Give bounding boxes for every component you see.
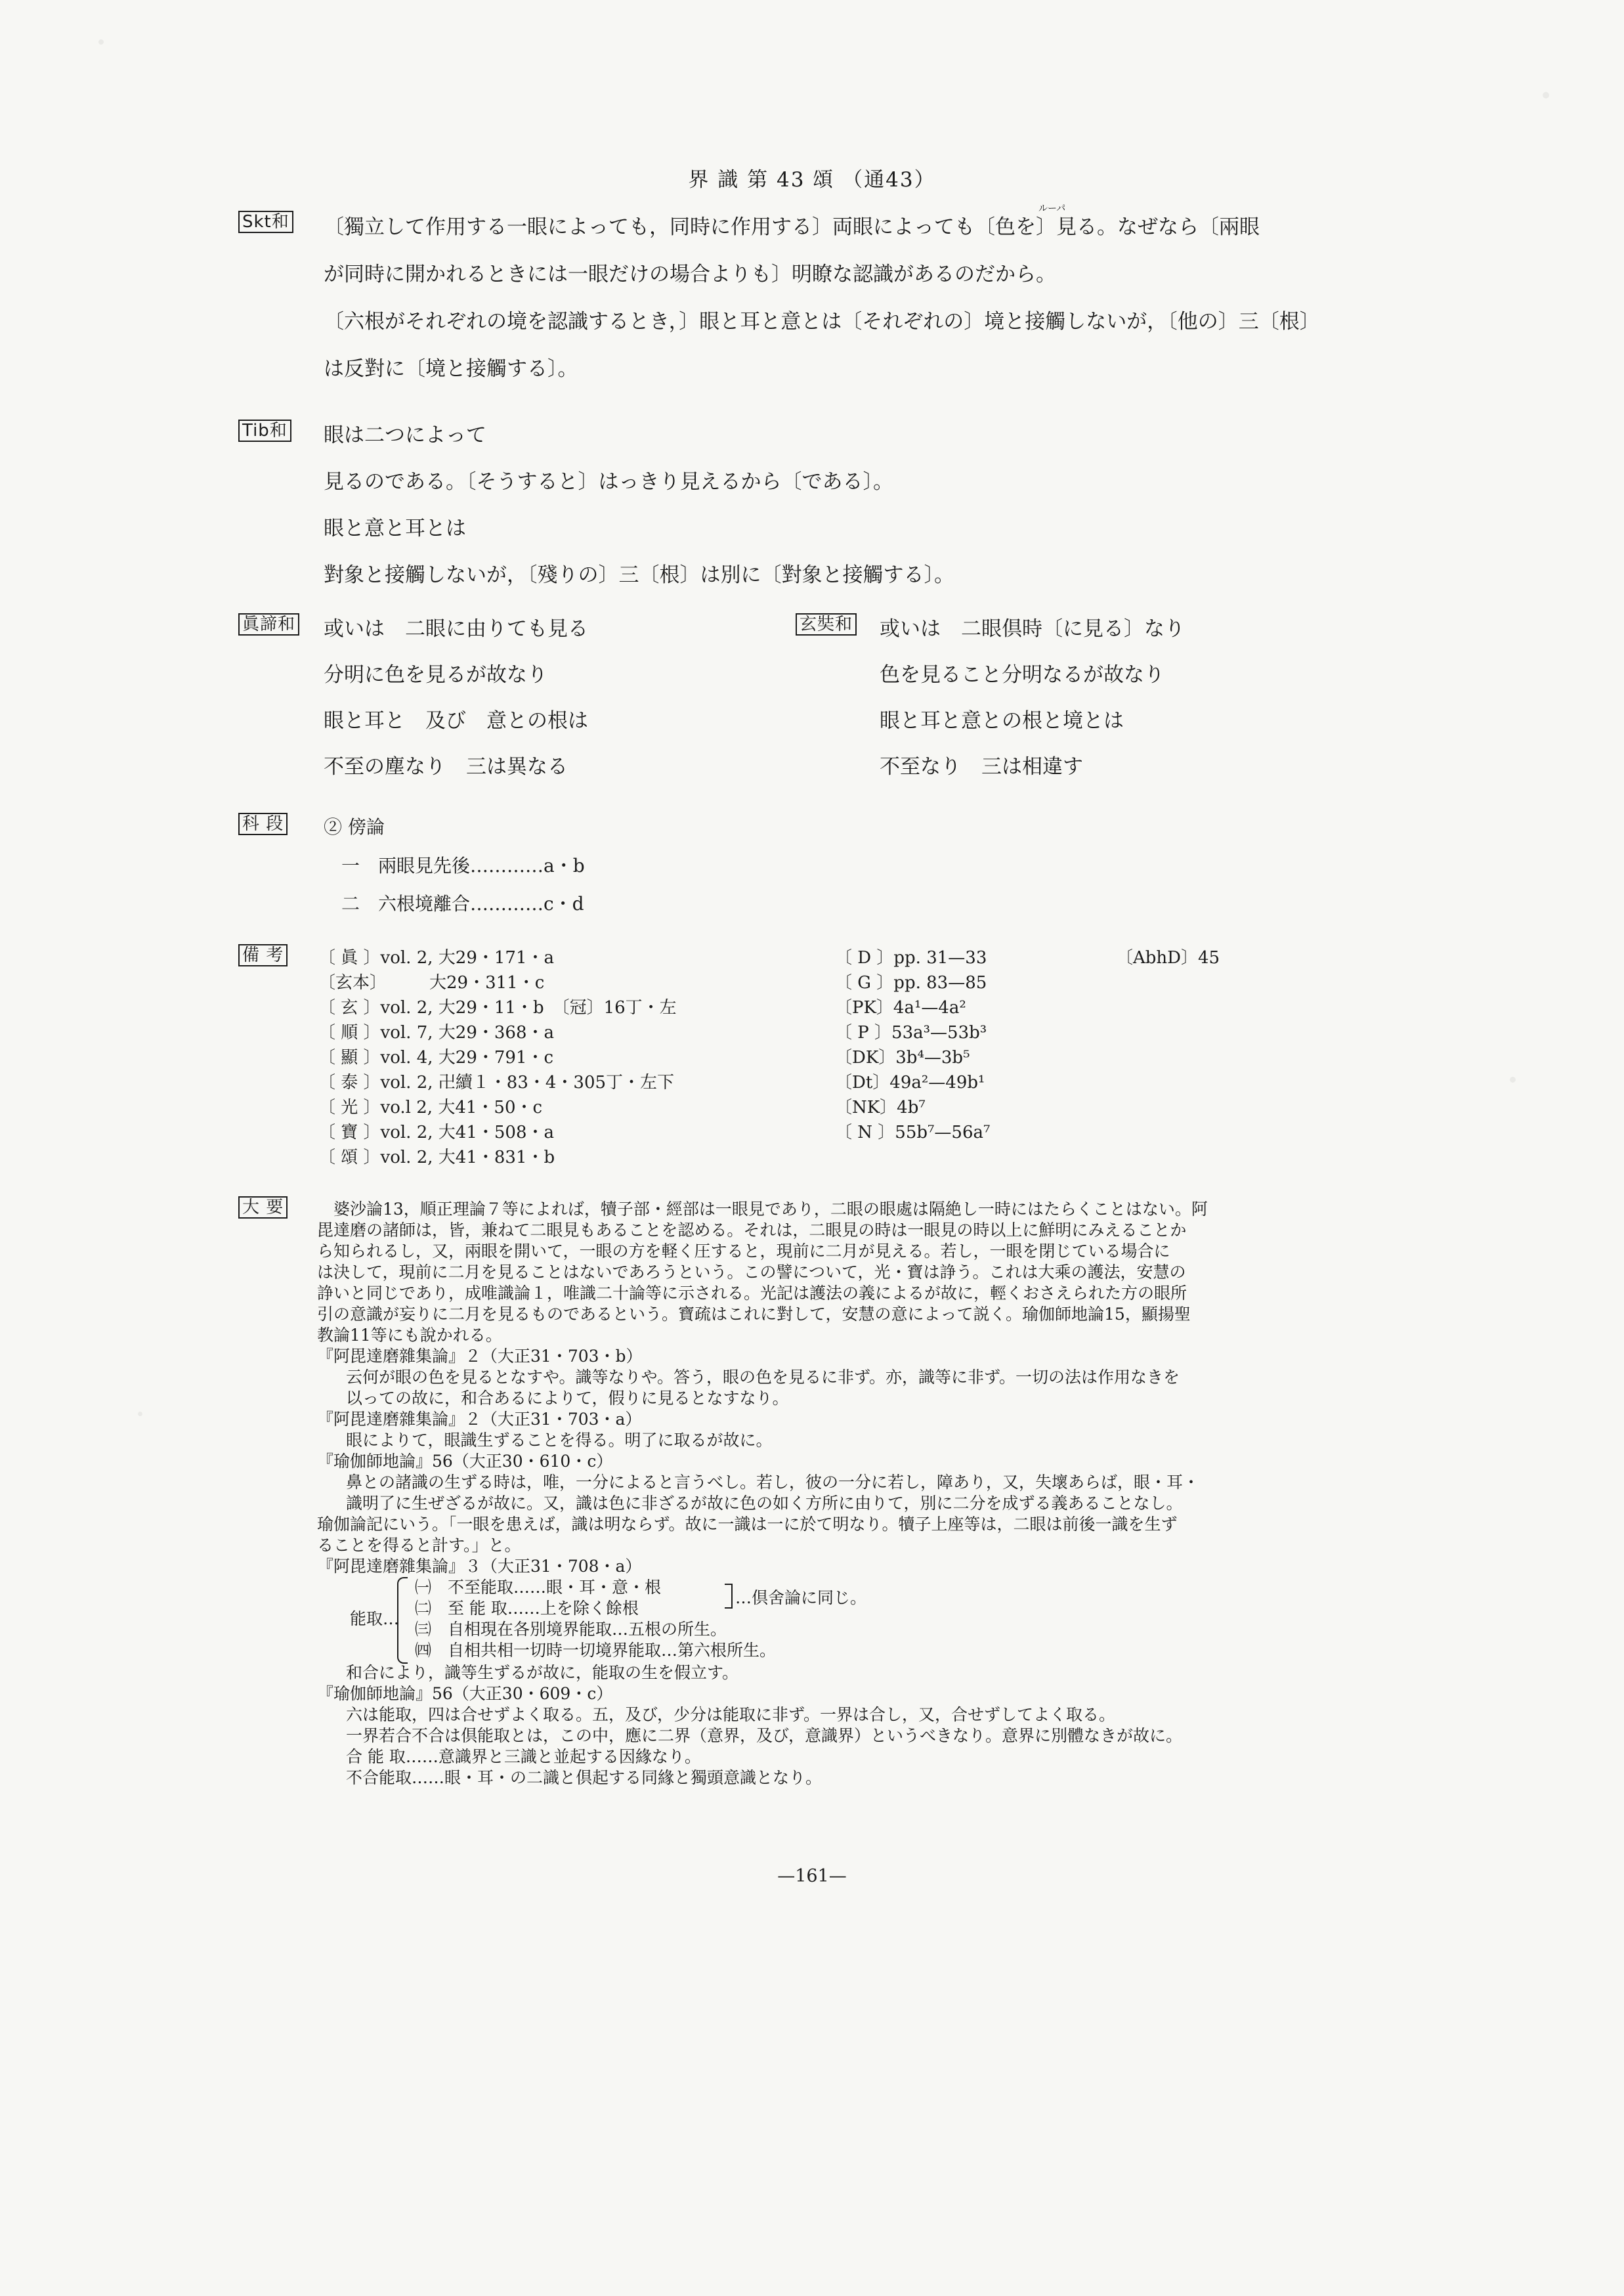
kusha-note: …倶舍論に同じ。 (735, 1588, 867, 1607)
skt-line: 〔六根がそれぞれの境を認識するとき，〕眼と耳と意とは〔それぞれの〕境と接觸しないが，〔他の〕三〔根〕 (324, 310, 1320, 334)
kadan-item: 二 六根境離合…………c・d (341, 893, 584, 915)
scan-speck (1543, 92, 1549, 98)
taiyo-line: 婆沙論13，順正理論７等によれば，犢子部・經部は一眼見であり，二眼の眼處は隔絶し一時にはたらくことはない。阿 (317, 1200, 1208, 1219)
shindai-line: 不至の塵なり 三は異なる (324, 755, 568, 779)
biko-tib-ref: 〔PK〕4a¹—4a² (835, 998, 966, 1018)
citation-text: 一界若合不合は倶能取とは，この中，應に二界（意界，及び，意識界）というべきなり。意界に別體なきが故に。 (346, 1726, 1183, 1745)
citation-text: 合 能 取……意識界と三識と並起する因緣なり。 (346, 1747, 701, 1766)
genjo-label: 玄奘和 (796, 613, 857, 636)
biko-ref: 〔 眞 〕vol. 2, 大29・171・a (318, 948, 554, 968)
skt-line: は反對に〔境と接觸する〕。 (324, 357, 578, 381)
noshu-item: ㈡ 至 能 取……上を除く餘根 (415, 1599, 639, 1618)
taiyo-line: 引の意識が妄りに二月を見るものであるという。寶疏はこれに對して，安慧の意によって説く。瑜伽師地論15，顯揚聖 (317, 1305, 1191, 1324)
noshu-item: ㈣ 自相共相一切時一切境界能取…第六根所生。 (415, 1641, 777, 1660)
shindai-line: 分明に色を見るが故なり (324, 663, 547, 687)
verse-title: 界 識 第 43 頌 （通43） (688, 168, 936, 192)
biko-ref: 〔 玄 〕vol. 2, 大29・11・b 〔冠〕16丁・左 (318, 998, 677, 1018)
skt-line: 〔獨立して作用する一眼によっても，同時に作用する〕両眼によっても〔色を〕見る。なぜなら〔兩眼 (324, 215, 1260, 239)
taiyo-line: ら知られるし，又，兩眼を開いて，一眼の方を軽く圧すると，現前に二月が見える。若し，一眼を閉じている場合に (317, 1242, 1170, 1261)
citation: 『瑜伽師地論』56（大正30・609・c） (317, 1684, 613, 1703)
taiyo-line: 諍いと同じであり，成唯識論１，唯識二十論等に示される。光記は護法の義によるが故に，輕くおさえられた方の眼所 (317, 1284, 1187, 1303)
biko-tib-ref: 〔 G 〕pp. 83—85 (835, 973, 987, 993)
brace-right (725, 1584, 733, 1609)
citation-text: 眼によりて，眼識生ずることを得る。明了に取るが故に。 (346, 1431, 773, 1450)
shindai-label: 眞諦和 (238, 613, 299, 636)
skt-label: Skt和 (238, 211, 293, 233)
tib-line: 對象と接觸しないが，〔殘りの〕三〔根〕は別に〔對象と接觸する〕。 (324, 563, 954, 587)
brace-left (397, 1577, 408, 1664)
biko-ref: 〔玄本〕 大29・311・c (318, 973, 545, 993)
yuga-note: ることを得ると計す。」と。 (317, 1536, 521, 1555)
biko-ref: 〔 頌 〕vol. 2, 大41・831・b (318, 1148, 555, 1167)
genjo-line: 色を見ること分明なるが故なり (880, 663, 1165, 687)
page-number: —161— (777, 1866, 847, 1886)
taiyo-line: 毘達磨の諸師は，皆，兼ねて二眼見もあることを認める。それは，二眼見の時は一眼見の時以上に鮮明にみえることか (317, 1221, 1187, 1240)
skt-line: が同時に開かれるときには一眼だけの場合よりも〕明瞭な認識があるのだから。 (324, 263, 1056, 286)
tib-line: 見るのである。〔そうすると〕はっきり見えるから〔である〕。 (324, 470, 893, 494)
scan-speck (1510, 1077, 1516, 1083)
citation: 『阿毘達磨雜集論』２（大正31・703・a） (317, 1410, 642, 1429)
scan-speck (138, 1412, 142, 1416)
tib-label: Tib和 (238, 420, 291, 442)
biko-abhd-ref: 〔AbhD〕45 (1116, 948, 1220, 968)
kadan-head: ② 傍論 (324, 816, 385, 838)
wago-line: 和合により，識等生ずるが故に，能取の生を假立す。 (346, 1663, 739, 1682)
biko-ref: 〔 顯 〕vol. 4, 大29・791・c (318, 1048, 554, 1068)
citation-text: 云何が眼の色を見るとなすや。識等なりや。答う，眼の色を見るに非ず。亦，識等に非ず。一切の法は作用なきを (346, 1368, 1180, 1387)
citation: 『瑜伽師地論』56（大正30・610・c） (317, 1452, 613, 1471)
kadan-item: 一 兩眼見先後…………a・b (341, 855, 585, 877)
citation-text: 以っての故に，和合あるによりて，假りに見るとなすなり。 (346, 1389, 789, 1408)
citation: 『阿毘達磨雜集論』３（大正31・708・a） (317, 1557, 642, 1576)
citation-text: 識明了に生ぜざるが故に。又，識は色に非ざるが故に色の如く方所に由りて，別に二分を成ずる義あることなし。 (346, 1494, 1183, 1513)
noshu-label: 能取… (350, 1609, 400, 1628)
noshu-item: ㈠ 不至能取……眼・耳・意・根 (415, 1578, 662, 1597)
citation-text: 六は能取，四は合せずよく取る。五，及び，少分は能取に非ず。一界は合し，又，合せずしてよく取る。 (346, 1705, 1116, 1724)
citation-text: 不合能取……眼・耳・の二識と倶起する同緣と獨頭意識となり。 (346, 1768, 823, 1787)
taiyo-line: 教論11等にも說かれる。 (317, 1326, 502, 1345)
scan-speck (98, 39, 104, 45)
shindai-line: 或いは 二眼に由りても見る (324, 617, 588, 641)
skt-ruby: ルーパ (1038, 204, 1066, 214)
kadan-label: 科 段 (238, 813, 288, 835)
biko-tib-ref: 〔Dt〕49a²—49b¹ (835, 1073, 985, 1093)
biko-tib-ref: 〔 D 〕pp. 31—33 (835, 948, 987, 968)
biko-ref: 〔 順 〕vol. 7, 大29・368・a (318, 1023, 554, 1043)
tib-line: 眼は二つによって (324, 423, 486, 447)
biko-tib-ref: 〔 P 〕53a³—53b³ (835, 1023, 987, 1043)
biko-ref: 〔 泰 〕vol. 2, 卍續１・83・4・305丁・左下 (318, 1073, 675, 1093)
noshu-item: ㈢ 自相現在各別境界能取…五根の所生。 (415, 1620, 727, 1639)
genjo-line: 或いは 二眼倶時〔に見る〕なり (880, 617, 1185, 641)
genjo-line: 眼と耳と意との根と境とは (880, 709, 1124, 733)
biko-label: 備 考 (238, 944, 288, 966)
biko-tib-ref: 〔NK〕4b⁷ (835, 1098, 926, 1117)
biko-ref: 〔 寶 〕vol. 2, 大41・508・a (318, 1123, 554, 1142)
taiyo-label: 大 要 (238, 1196, 288, 1219)
citation-text: 鼻との諸識の生ずる時は，唯，一分によると言うべし。若し，彼の一分に若し，障あり，又，失壞あらば，眼・耳・ (346, 1473, 1200, 1492)
yuga-note: 瑜伽論記にいう。「一眼を患えば，識は明ならず。故に一識は一に於て明なり。犢子上座等は，二眼は前後一識を生ず (317, 1515, 1178, 1534)
shindai-line: 眼と耳と 及び 意との根は (324, 709, 588, 733)
taiyo-line: は決して，現前に二月を見ることはないであろうという。この譬について，光・寶は諍う。これは大乘の護法，安慧の (317, 1263, 1186, 1282)
citation: 『阿毘達磨雜集論』２（大正31・703・b） (317, 1347, 643, 1366)
biko-ref: 〔 光 〕vo.l 2, 大41・50・c (318, 1098, 543, 1117)
biko-tib-ref: 〔 N 〕55b⁷—56a⁷ (835, 1123, 991, 1142)
biko-tib-ref: 〔DK〕3b⁴—3b⁵ (835, 1048, 970, 1068)
genjo-line: 不至なり 三は相違す (880, 755, 1083, 779)
tib-line: 眼と意と耳とは (324, 517, 466, 540)
